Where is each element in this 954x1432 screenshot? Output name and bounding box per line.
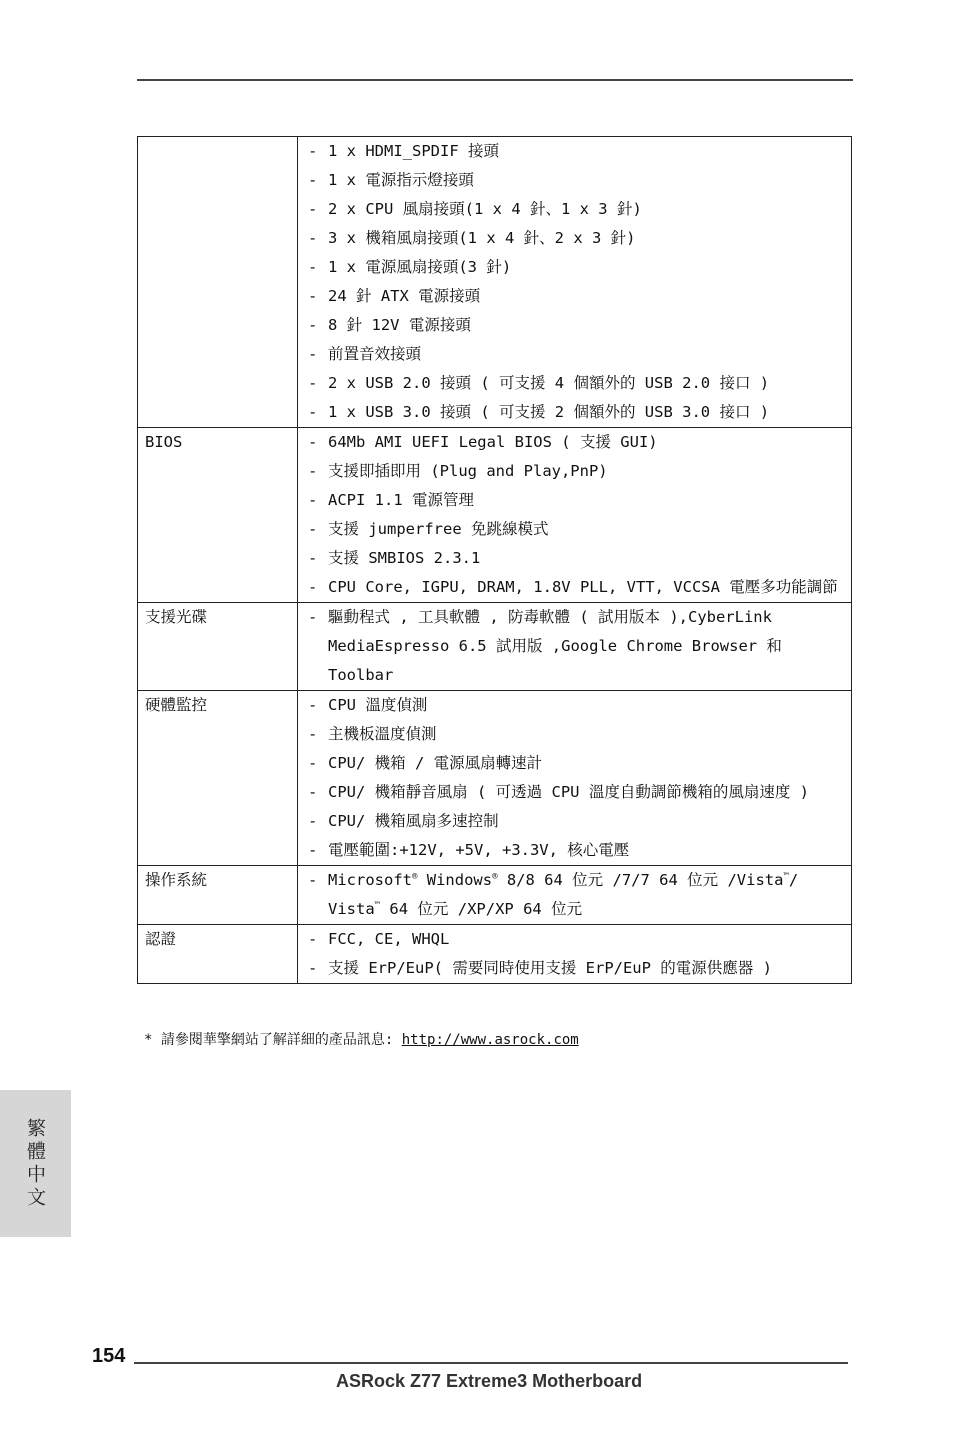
spec-line-dash: - xyxy=(308,754,318,772)
spec-line xyxy=(308,836,843,865)
spec-line-text: 8 針 12V 電源接頭 xyxy=(328,316,471,334)
spec-line xyxy=(308,340,843,369)
spec-line xyxy=(308,544,843,573)
spec-line-dash: - xyxy=(308,258,318,276)
spec-line xyxy=(308,925,843,954)
spec-row xyxy=(138,691,852,866)
spec-row-content xyxy=(298,428,852,603)
spec-row-content xyxy=(298,925,852,984)
spec-line-text: 支援即插即用 (Plug and Play,PnP) xyxy=(328,462,608,480)
spec-line-dash: - xyxy=(308,491,318,509)
spec-line xyxy=(308,749,843,778)
spec-line-dash: - xyxy=(308,725,318,743)
spec-row xyxy=(138,137,852,428)
spec-line-dash: - xyxy=(308,171,318,189)
spec-line-text: 1 x USB 3.0 接頭 ( 可支援 2 個額外的 USB 3.0 接口 ) xyxy=(328,403,770,421)
spec-line xyxy=(308,224,843,253)
spec-table xyxy=(137,136,852,984)
spec-line-text: CPU/ 機箱靜音風扇 ( 可透過 CPU 溫度自動調節機箱的風扇速度 ) xyxy=(328,783,809,801)
spec-line-text: 24 針 ATX 電源接頭 xyxy=(328,287,481,305)
spec-row xyxy=(138,603,852,691)
spec-line xyxy=(308,137,843,166)
spec-line xyxy=(308,369,843,398)
spec-line xyxy=(308,195,843,224)
spec-line-dash: - xyxy=(308,578,318,596)
spec-row-label: 操作系統 xyxy=(138,866,298,925)
spec-table-body xyxy=(138,137,852,984)
spec-line xyxy=(308,720,843,749)
spec-row xyxy=(138,925,852,984)
spec-line xyxy=(308,428,843,457)
spec-line xyxy=(308,515,843,544)
spec-line-text: 1 x 電源風扇接頭(3 針) xyxy=(328,258,512,276)
spec-line xyxy=(308,166,843,195)
spec-line xyxy=(308,954,843,983)
spec-row-label: 認證 xyxy=(138,925,298,984)
spec-line xyxy=(308,778,843,807)
spec-line xyxy=(308,866,843,924)
spec-line xyxy=(308,573,843,602)
language-label: 繁體中文 xyxy=(24,1117,46,1210)
top-rule xyxy=(137,79,853,81)
bottom-rule xyxy=(134,1362,848,1364)
spec-line-dash: - xyxy=(308,200,318,218)
spec-line-dash: - xyxy=(308,871,318,889)
spec-row-label: BIOS xyxy=(138,428,298,603)
spec-row-content xyxy=(298,691,852,866)
spec-row-content xyxy=(298,603,852,691)
spec-line-dash: - xyxy=(308,696,318,714)
spec-line-text: CPU 溫度偵測 xyxy=(328,696,428,714)
spec-line-text: 3 x 機箱風扇接頭(1 x 4 針、2 x 3 針) xyxy=(328,229,636,247)
spec-row-label xyxy=(138,137,298,428)
spec-line-dash: - xyxy=(308,287,318,305)
spec-line xyxy=(308,282,843,311)
spec-line-dash: - xyxy=(308,520,318,538)
spec-line-text: ACPI 1.1 電源管理 xyxy=(328,491,474,509)
spec-line-text: 前置音效接頭 xyxy=(328,345,422,363)
language-side-tab xyxy=(0,1090,71,1237)
spec-line-dash: - xyxy=(308,930,318,948)
spec-line-dash: - xyxy=(308,433,318,451)
spec-line-text: CPU/ 機箱風扇多速控制 xyxy=(328,812,499,830)
spec-line xyxy=(308,691,843,720)
footer-title: ASRock Z77 Extreme3 Motherboard xyxy=(336,1371,643,1391)
spec-line-text: 支援 ErP/EuP( 需要同時使用支援 ErP/EuP 的電源供應器 ) xyxy=(328,959,772,977)
spec-line-dash: - xyxy=(308,462,318,480)
spec-line-dash: - xyxy=(308,812,318,830)
spec-line-dash: - xyxy=(308,841,318,859)
spec-line xyxy=(308,253,843,282)
spec-line-text: CPU Core, IGPU, DRAM, 1.8V PLL, VTT, VCCSA 電壓多功能調節 xyxy=(328,578,838,596)
spec-line-dash: - xyxy=(308,403,318,421)
spec-line-dash: - xyxy=(308,783,318,801)
spec-row xyxy=(138,866,852,925)
spec-line xyxy=(308,457,843,486)
spec-line-dash: - xyxy=(308,229,318,247)
spec-line-text: 驅動程式 , 工具軟體 , 防毒軟體 ( 試用版本 ),CyberLink MediaEspresso 6.5 試用版 ,Google Chrome Browser 和 Toolbar xyxy=(328,608,782,684)
asrock-website-link[interactable]: http://www.asrock.com xyxy=(401,1032,579,1048)
spec-line xyxy=(308,603,843,690)
spec-line-dash: - xyxy=(308,608,318,626)
spec-line-text: 64Mb AMI UEFI Legal BIOS ( 支援 GUI) xyxy=(328,433,658,451)
spec-line-text: 支援 jumperfree 免跳線模式 xyxy=(328,520,549,538)
spec-line-dash: - xyxy=(308,549,318,567)
page-number: 154 xyxy=(92,1345,126,1367)
spec-row xyxy=(138,428,852,603)
spec-line xyxy=(308,398,843,427)
spec-line-dash: - xyxy=(308,959,318,977)
footnote-text: * 請參閱華擎網站了解詳細的產品訊息: xyxy=(144,1032,394,1048)
spec-row-content xyxy=(298,137,852,428)
spec-line-text: CPU/ 機箱 / 電源風扇轉速計 xyxy=(328,754,543,772)
spec-line-dash: - xyxy=(308,374,318,392)
spec-line-dash: - xyxy=(308,142,318,160)
spec-line-text: 電壓範圍:+12V, +5V, +3.3V, 核心電壓 xyxy=(328,841,630,859)
spec-row-label: 支援光碟 xyxy=(138,603,298,691)
spec-line-text: 支援 SMBIOS 2.3.1 xyxy=(328,549,481,567)
spec-line xyxy=(308,486,843,515)
spec-row-label: 硬體監控 xyxy=(138,691,298,866)
spec-row-content xyxy=(298,866,852,925)
spec-line-text: FCC, CE, WHQL xyxy=(328,930,450,948)
spec-line-text: 2 x CPU 風扇接頭(1 x 4 針、1 x 3 針) xyxy=(328,200,642,218)
spec-line xyxy=(308,807,843,836)
spec-line-text: 主機板溫度偵測 xyxy=(328,725,437,743)
spec-line-text: 1 x HDMI_SPDIF 接頭 xyxy=(328,142,499,160)
spec-line-dash: - xyxy=(308,345,318,363)
footnote xyxy=(144,1029,579,1049)
spec-line-dash: - xyxy=(308,316,318,334)
spec-line-text: 2 x USB 2.0 接頭 ( 可支援 4 個額外的 USB 2.0 接口 ) xyxy=(328,374,770,392)
spec-line-text: Microsoft® Windows® 8/8 64 位元 /7/7 64 位元 /Vista™/ Vista™ 64 位元 /XP/XP 64 位元 xyxy=(328,871,799,918)
spec-line xyxy=(308,311,843,340)
spec-line-text: 1 x 電源指示燈接頭 xyxy=(328,171,474,189)
